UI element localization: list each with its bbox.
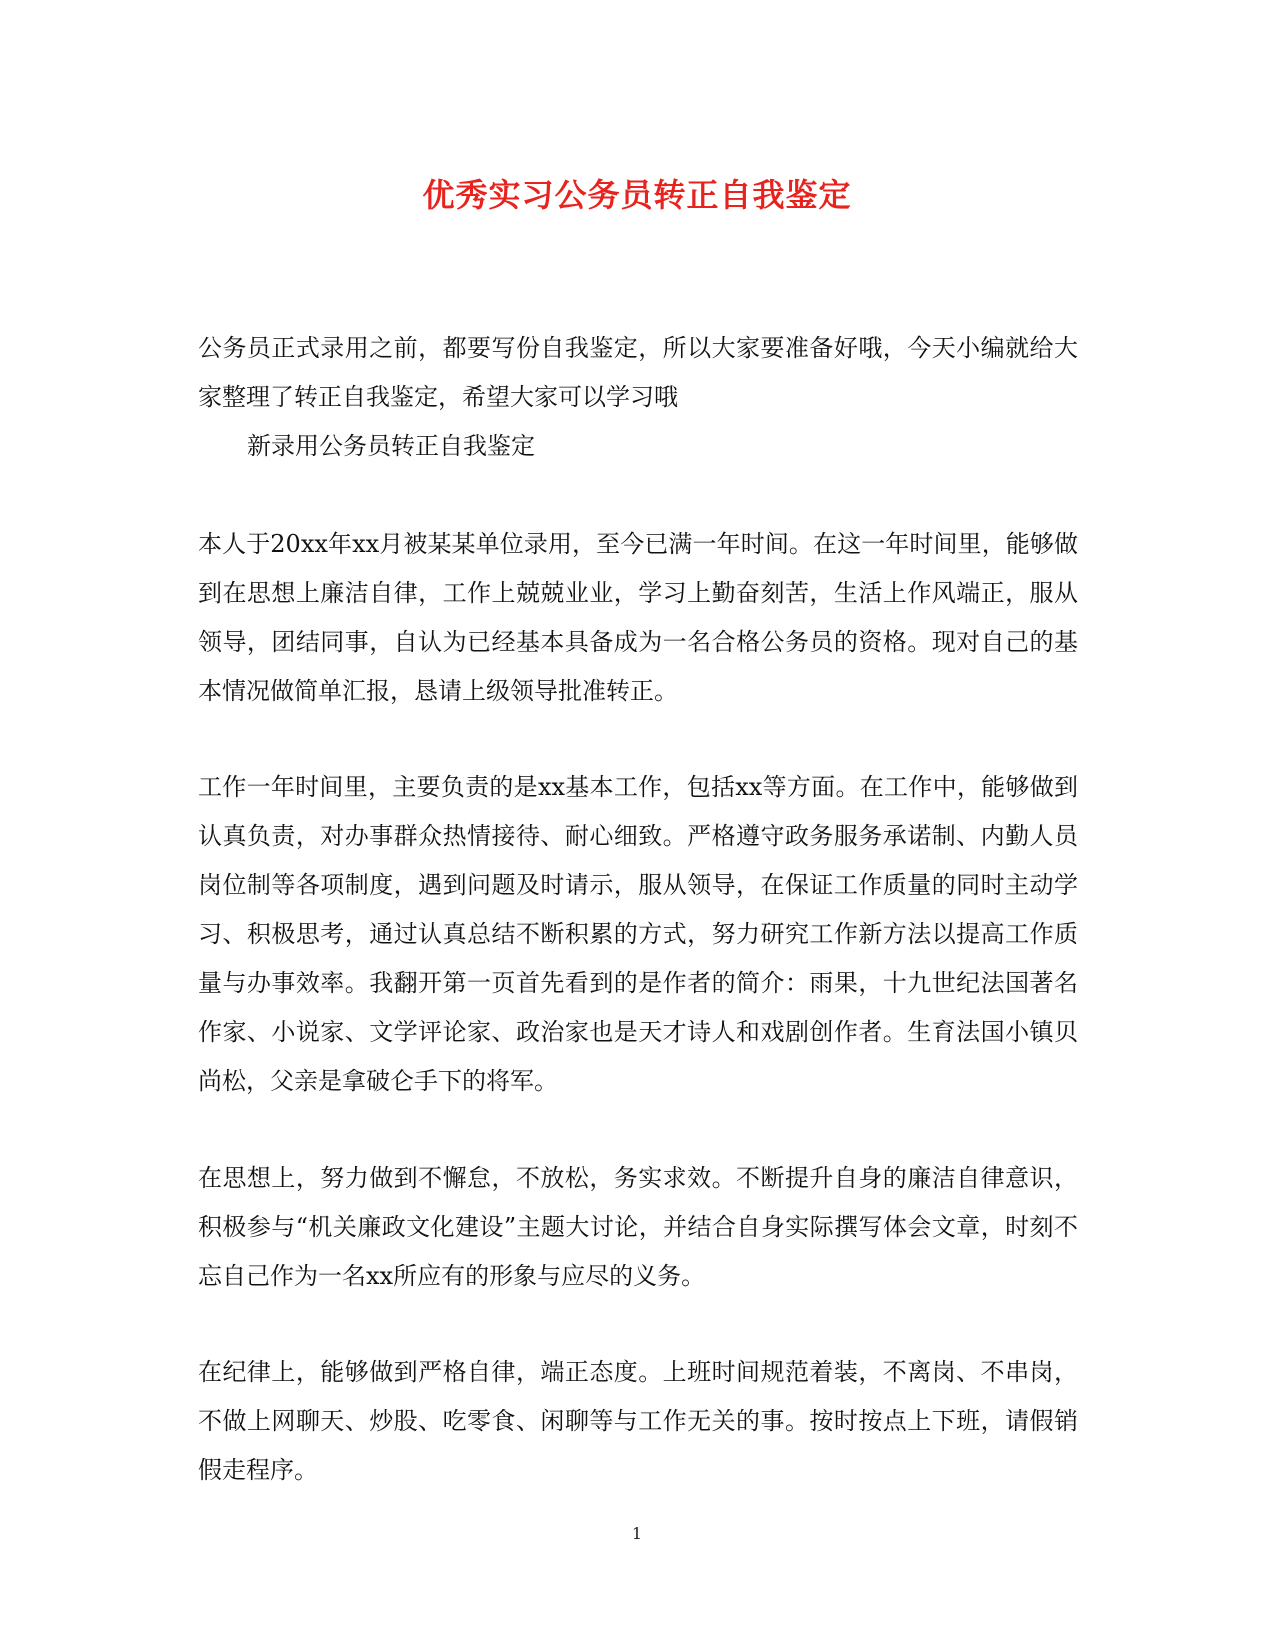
intro-paragraph: 公务员正式录用之前，都要写份自我鉴定，所以大家要准备好哦，今天小编就给大家整理了转正自我鉴定，希望大家可以学习哦 [198, 334, 1078, 411]
paragraph-4: 在纪律上，能够做到严格自律，端正态度。上班时间规范着装，不离岗、不串岗，不做上网聊天、炒股、吃零食、闲聊等与工作无关的事。按时按点上下班，请假销假走程序。 [198, 1358, 1078, 1484]
document-title: 优秀实习公务员转正自我鉴定 [422, 176, 852, 214]
subheading: 新录用公务员转正自我鉴定 [247, 432, 535, 460]
paragraph-1: 本人于20xx年xx月被某某单位录用，至今已满一年时间。在这一年时间里，能够做到在思想上廉洁自律，工作上兢兢业业，学习上勤奋刻苦，生活上作风端正，服从领导，团结同事，自认为已经基本具备成为一名合格公务员的资格。现对自己的基本情况做简单汇报，恳请上级领导批准转正。 [198, 530, 1078, 705]
paragraph-3: 在思想上，努力做到不懈怠，不放松，务实求效。不断提升自身的廉洁自律意识，积极参与“机关廉政文化建设”主题大讨论，并结合自身实际撰写体会文章，时刻不忘自己作为一名xx所应有的形象与应尽的义务。 [198, 1164, 1078, 1290]
paragraph-2: 工作一年时间里，主要负责的是xx基本工作，包括xx等方面。在工作中，能够做到认真负责，对办事群众热情接待、耐心细致。严格遵守政务服务承诺制、内勤人员岗位制等各项制度，遇到问题及时请示，服从领导，在保证工作质量的同时主动学习、积极思考，通过认真总结不断积累的方式，努力研究工作新方法以提高工作质量与办事效率。我翻开第一页首先看到的是作者的简介：雨果，十九世纪法国著名作家、小说家、文学评论家、政治家也是天才诗人和戏剧创作者。生育法国小镇贝尚松，父亲是拿破仑手下的将军。 [198, 773, 1078, 1095]
page-number: 1 [631, 1524, 643, 1543]
